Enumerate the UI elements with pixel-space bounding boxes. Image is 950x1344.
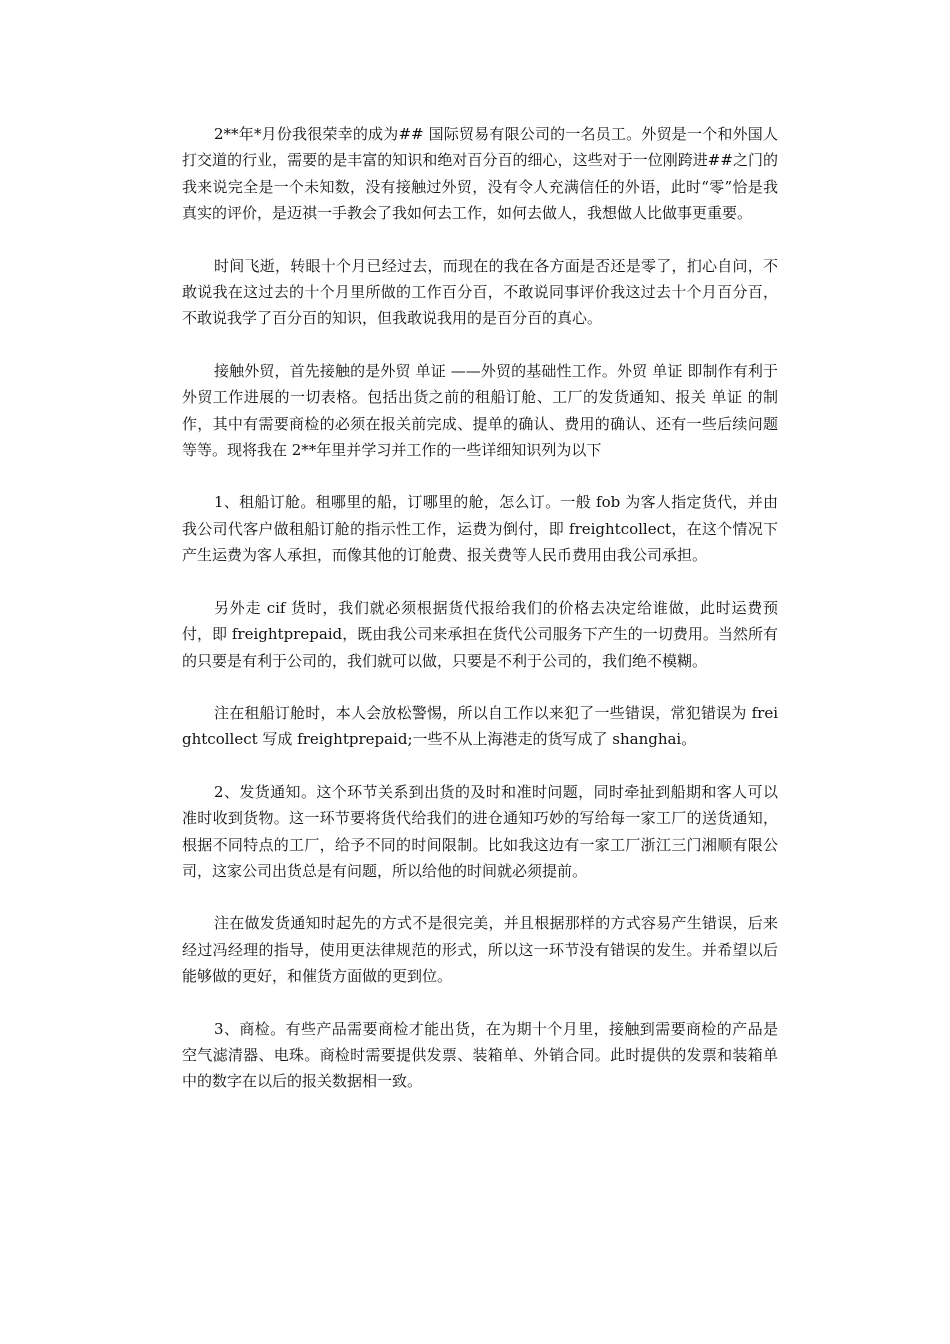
paragraph-cif-shipping: 另外走 cif 货时，我们就必须根据货代报给我们的价格去决定给谁做，此时运费预付，即 freightprepaid，既由我公司来承担在货代公司服务下产生的一切费用。当然所有的只要是有利于公司的，我们就可以做，只要是不利于公司的，我们绝不模糊。 (182, 598, 778, 670)
paragraph-delivery-notes: 注在做发货通知时起先的方式不是很完美，并且根据那样的方式容易产生错误，后来经过冯经理的指导，使用更法律规范的形式，所以这一环节没有错误的发生。并希望以后能够做的更好，和催货方面做的更到位。 (182, 914, 778, 986)
paragraph-booking-notes: 注在租船订舱时，本人会放松警惕，所以自工作以来犯了一些错误，常犯错误为 freightcollect 写成 freightprepaid;一些不从上海港走的货写成了 shanghai。 (182, 703, 778, 749)
paragraph-intro: 2**年*月份我很荣幸的成为## 国际贸易有限公司的一名员工。外贸是一个和外国人打交道的行业，需要的是丰富的知识和绝对百分百的细心，这些对于一位刚跨进##之门的我来说完全是一个未知数，没有接触过外贸，没有令人充满信任的外语，此时“零”恰是我真实的评价，是迈祺一手教会了我如何去工作，如何去做人，我想做人比做事更重要。 (182, 125, 778, 223)
document-body (182, 121, 778, 1121)
paragraph-time-passes: 时间飞逝，转眼十个月已经过去，而现在的我在各方面是否还是零了，扪心自问，不敢说我在这过去的十个月里所做的工作百分百，不敢说同事评价我这过去十个月百分百，不敢说我学了百分百的知识，但我敢说我用的是百分百的真心。 (182, 256, 778, 328)
paragraph-delivery-notice: 2、发货通知。这个环节关系到出货的及时和准时问题，同时牵扯到船期和客人可以准时收到货物。这一环节要将货代给我们的进仓通知巧妙的写给每一家工厂的送货通知，根据不同特点的工厂，给予不同的时间限制。比如我这边有一家工厂浙江三门湘顺有限公司，这家公司出货总是有问题，所以给他的时间就必须提前。 (182, 782, 778, 880)
paragraph-chartering-booking: 1、租船订舱。租哪里的船，订哪里的舱，怎么订。一般 fob 为客人指定货代，并由我公司代客户做租船订舱的指示性工作，运费为倒付，即 freightcollect，在这个情况下产生运费为客人承担，而像其他的订舱费、报关费等人民币费用由我公司承担。 (182, 493, 778, 565)
paragraph-commodity-inspection: 3、商检。有些产品需要商检才能出货，在为期十个月里，接触到需要商检的产品是空气滤清器、电珠。商检时需要提供发票、装箱单、外销合同。此时提供的发票和装箱单中的数字在以后的报关数据相一致。 (182, 1019, 778, 1091)
paragraph-documents-overview: 接触外贸，首先接触的是外贸 单证 ——外贸的基础性工作。外贸 单证 即制作有利于外贸工作进展的一切表格。包括出货之前的租船订舱、工厂的发货通知、报关 单证 的制作，其中有需要商检的必须在报关前完成、提单的确认、费用的确认、还有一些后续问题等等。现将我在 2**年里并学习并工作的一些详细知识列为以下 (182, 361, 778, 460)
